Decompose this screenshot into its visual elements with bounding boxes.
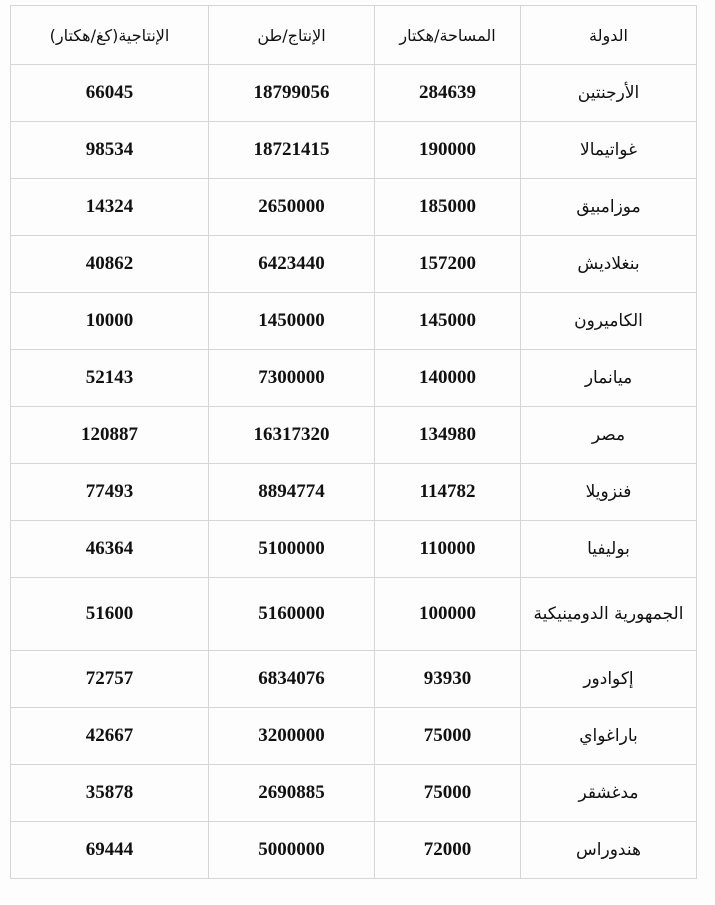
- country-cell: إكوادور: [521, 651, 697, 708]
- yield-cell: 72757: [11, 651, 209, 708]
- production-cell: 6423440: [209, 236, 375, 293]
- area-cell: 284639: [375, 65, 521, 122]
- yield-cell: 10000: [11, 293, 209, 350]
- yield-cell: 42667: [11, 708, 209, 765]
- table-row: [11, 122, 697, 179]
- area-cell: 110000: [375, 521, 521, 578]
- table-row: [11, 651, 697, 708]
- table-row: [11, 407, 697, 464]
- yield-cell: 46364: [11, 521, 209, 578]
- yield-cell: 51600: [11, 578, 209, 651]
- header-area: المساحة/هكتار: [375, 6, 521, 65]
- area-cell: 93930: [375, 651, 521, 708]
- production-cell: 16317320: [209, 407, 375, 464]
- yield-cell: 98534: [11, 122, 209, 179]
- yield-cell: 40862: [11, 236, 209, 293]
- country-cell: بوليفيا: [521, 521, 697, 578]
- production-cell: 5160000: [209, 578, 375, 651]
- country-cell: الكاميرون: [521, 293, 697, 350]
- data-table: [10, 5, 697, 879]
- area-cell: 145000: [375, 293, 521, 350]
- production-cell: 2650000: [209, 179, 375, 236]
- production-cell: 3200000: [209, 708, 375, 765]
- country-cell: ميانمار: [521, 350, 697, 407]
- yield-cell: 66045: [11, 65, 209, 122]
- area-cell: 134980: [375, 407, 521, 464]
- production-cell: 2690885: [209, 765, 375, 822]
- header-country: الدولة: [521, 6, 697, 65]
- country-cell: مصر: [521, 407, 697, 464]
- table-row: [11, 521, 697, 578]
- yield-cell: 35878: [11, 765, 209, 822]
- header-production: الإنتاج/طن: [209, 6, 375, 65]
- production-cell: 6834076: [209, 651, 375, 708]
- area-cell: 100000: [375, 578, 521, 651]
- yield-cell: 69444: [11, 822, 209, 879]
- yield-cell: 77493: [11, 464, 209, 521]
- production-cell: 5100000: [209, 521, 375, 578]
- table-row: [11, 293, 697, 350]
- area-cell: 75000: [375, 765, 521, 822]
- table-row: [11, 464, 697, 521]
- header-yield: الإنتاجية(كغ/هكتار): [11, 6, 209, 65]
- yield-cell: 120887: [11, 407, 209, 464]
- production-cell: 7300000: [209, 350, 375, 407]
- country-cell: فنزويلا: [521, 464, 697, 521]
- table-row: [11, 578, 697, 651]
- table-row: [11, 708, 697, 765]
- table-row: [11, 179, 697, 236]
- country-cell: موزامبيق: [521, 179, 697, 236]
- country-cell: غواتيمالا: [521, 122, 697, 179]
- production-cell: 5000000: [209, 822, 375, 879]
- table-row: [11, 236, 697, 293]
- production-cell: 18721415: [209, 122, 375, 179]
- table-row: [11, 350, 697, 407]
- yield-cell: 52143: [11, 350, 209, 407]
- country-cell: هندوراس: [521, 822, 697, 879]
- table-row: [11, 822, 697, 879]
- country-cell: مدغشقر: [521, 765, 697, 822]
- area-cell: 140000: [375, 350, 521, 407]
- country-cell: بنغلاديش: [521, 236, 697, 293]
- area-cell: 75000: [375, 708, 521, 765]
- area-cell: 190000: [375, 122, 521, 179]
- country-cell: الجمهورية الدومينيكية: [521, 578, 697, 651]
- area-cell: 72000: [375, 822, 521, 879]
- production-cell: 18799056: [209, 65, 375, 122]
- area-cell: 157200: [375, 236, 521, 293]
- country-cell: الأرجنتين: [521, 65, 697, 122]
- area-cell: 114782: [375, 464, 521, 521]
- yield-cell: 14324: [11, 179, 209, 236]
- production-cell: 8894774: [209, 464, 375, 521]
- production-cell: 1450000: [209, 293, 375, 350]
- country-cell: باراغواي: [521, 708, 697, 765]
- table-header-row: [11, 6, 697, 65]
- table-row: [11, 65, 697, 122]
- table-row: [11, 765, 697, 822]
- area-cell: 185000: [375, 179, 521, 236]
